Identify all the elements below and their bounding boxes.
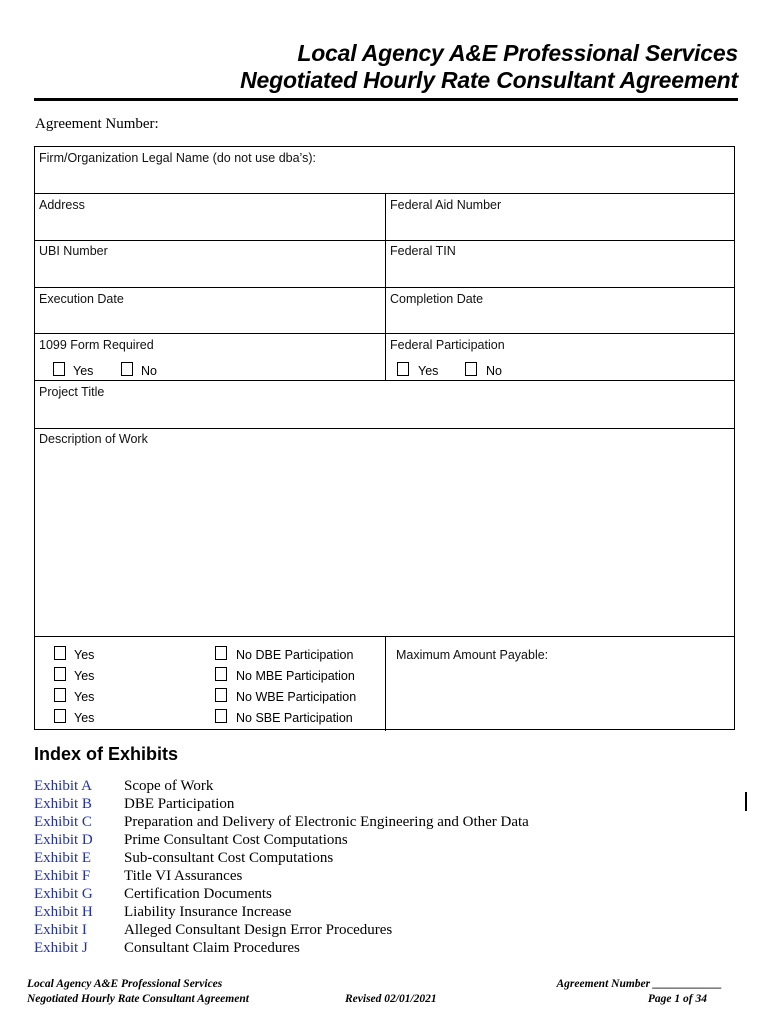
federal-participation-yes-label: Yes [418,364,439,378]
exhibit-title: Scope of Work [124,778,214,794]
sbe-yes-label: Yes [74,711,95,725]
title-line-2: Negotiated Hourly Rate Consultant Agreement [240,67,738,93]
text-cursor [745,792,747,811]
max-amount-field[interactable] [386,665,734,729]
dbe-yes-checkbox[interactable] [54,646,66,660]
row-divider [35,428,734,429]
execution-date-label: Execution Date [39,292,124,306]
exhibit-title: Liability Insurance Increase [124,904,292,920]
exhibit-title: Preparation and Delivery of Electronic Engineering and Other Data [124,814,529,830]
firm-name-label: Firm/Organization Legal Name (do not use dba’s): [39,151,316,165]
execution-date-field[interactable] [35,288,385,333]
exhibit-link[interactable]: Exhibit J [34,940,88,956]
exhibits-heading: Index of Exhibits [34,744,179,764]
exhibit-title: Certification Documents [124,886,272,902]
form-1099-yes-label: Yes [73,364,94,378]
title-rule [34,98,738,101]
description-field[interactable] [35,449,734,635]
footer-page-number: Page 1 of 34 [647,993,707,1005]
exhibit-link[interactable]: Exhibit G [34,886,93,902]
exhibit-title: Title VI Assurances [124,868,243,884]
firm-name-field[interactable] [35,147,734,193]
exhibit-link[interactable]: Exhibit A [34,778,92,794]
federal-tin-label: Federal TIN [390,244,456,258]
no-dbe-checkbox[interactable] [215,646,227,660]
footer-agreement-number: Agreement Number ____________ [556,978,722,990]
no-sbe-checkbox[interactable] [215,709,227,723]
agreement-number-label: Agreement Number: [35,116,159,132]
completion-date-label: Completion Date [390,292,484,306]
description-label: Description of Work [39,432,148,446]
no-mbe-checkbox[interactable] [215,667,227,681]
ubi-label: UBI Number [39,244,108,258]
federal-participation-label: Federal Participation [390,338,505,352]
project-title-field[interactable] [35,401,734,428]
address-label: Address [39,198,85,212]
address-field[interactable] [35,194,385,240]
project-title-label: Project Title [39,385,105,399]
no-dbe-label: No DBE Participation [236,648,354,662]
federal-participation-yes-checkbox[interactable] [397,362,409,376]
exhibit-link[interactable]: Exhibit D [34,832,93,848]
exhibit-title: Alleged Consultant Design Error Procedures [124,922,393,938]
exhibit-title: Prime Consultant Cost Computations [124,832,348,848]
footer-left-line-2: Negotiated Hourly Rate Consultant Agreement [27,993,249,1005]
no-mbe-label: No MBE Participation [236,669,355,683]
completion-date-field[interactable] [386,288,734,333]
form-1099-label: 1099 Form Required [39,338,154,352]
footer-revised: Revised 02/01/2021 [345,993,437,1005]
dbe-yes-label: Yes [74,648,95,662]
federal-aid-field[interactable] [386,194,734,240]
federal-tin-field[interactable] [386,241,734,287]
no-sbe-label: No SBE Participation [236,711,353,725]
exhibit-title: DBE Participation [124,796,235,812]
wbe-yes-checkbox[interactable] [54,688,66,702]
mbe-yes-checkbox[interactable] [54,667,66,681]
federal-aid-label: Federal Aid Number [390,198,502,212]
exhibit-link[interactable]: Exhibit B [34,796,92,812]
ubi-field[interactable] [35,241,385,287]
exhibit-link[interactable]: Exhibit H [34,904,93,920]
max-amount-label: Maximum Amount Payable: [396,648,549,662]
footer-left-line-1: Local Agency A&E Professional Services [27,978,223,990]
wbe-yes-label: Yes [74,690,95,704]
mbe-yes-label: Yes [74,669,95,683]
exhibit-link[interactable]: Exhibit C [34,814,92,830]
no-wbe-label: No WBE Participation [236,690,357,704]
document-title [240,40,738,94]
federal-participation-no-checkbox[interactable] [465,362,477,376]
no-wbe-checkbox[interactable] [215,688,227,702]
agreement-form [34,146,735,730]
form-1099-no-label: No [141,364,157,378]
exhibit-link[interactable]: Exhibit F [34,868,91,884]
form-1099-no-checkbox[interactable] [121,362,133,376]
exhibit-link[interactable]: Exhibit E [34,850,92,866]
exhibit-title: Sub-consultant Cost Computations [124,850,334,866]
federal-participation-no-label: No [486,364,502,378]
sbe-yes-checkbox[interactable] [54,709,66,723]
exhibit-title: Consultant Claim Procedures [124,940,300,956]
title-line-1: Local Agency A&E Professional Services [297,40,738,66]
form-1099-yes-checkbox[interactable] [53,362,65,376]
exhibit-link[interactable]: Exhibit I [34,922,87,938]
